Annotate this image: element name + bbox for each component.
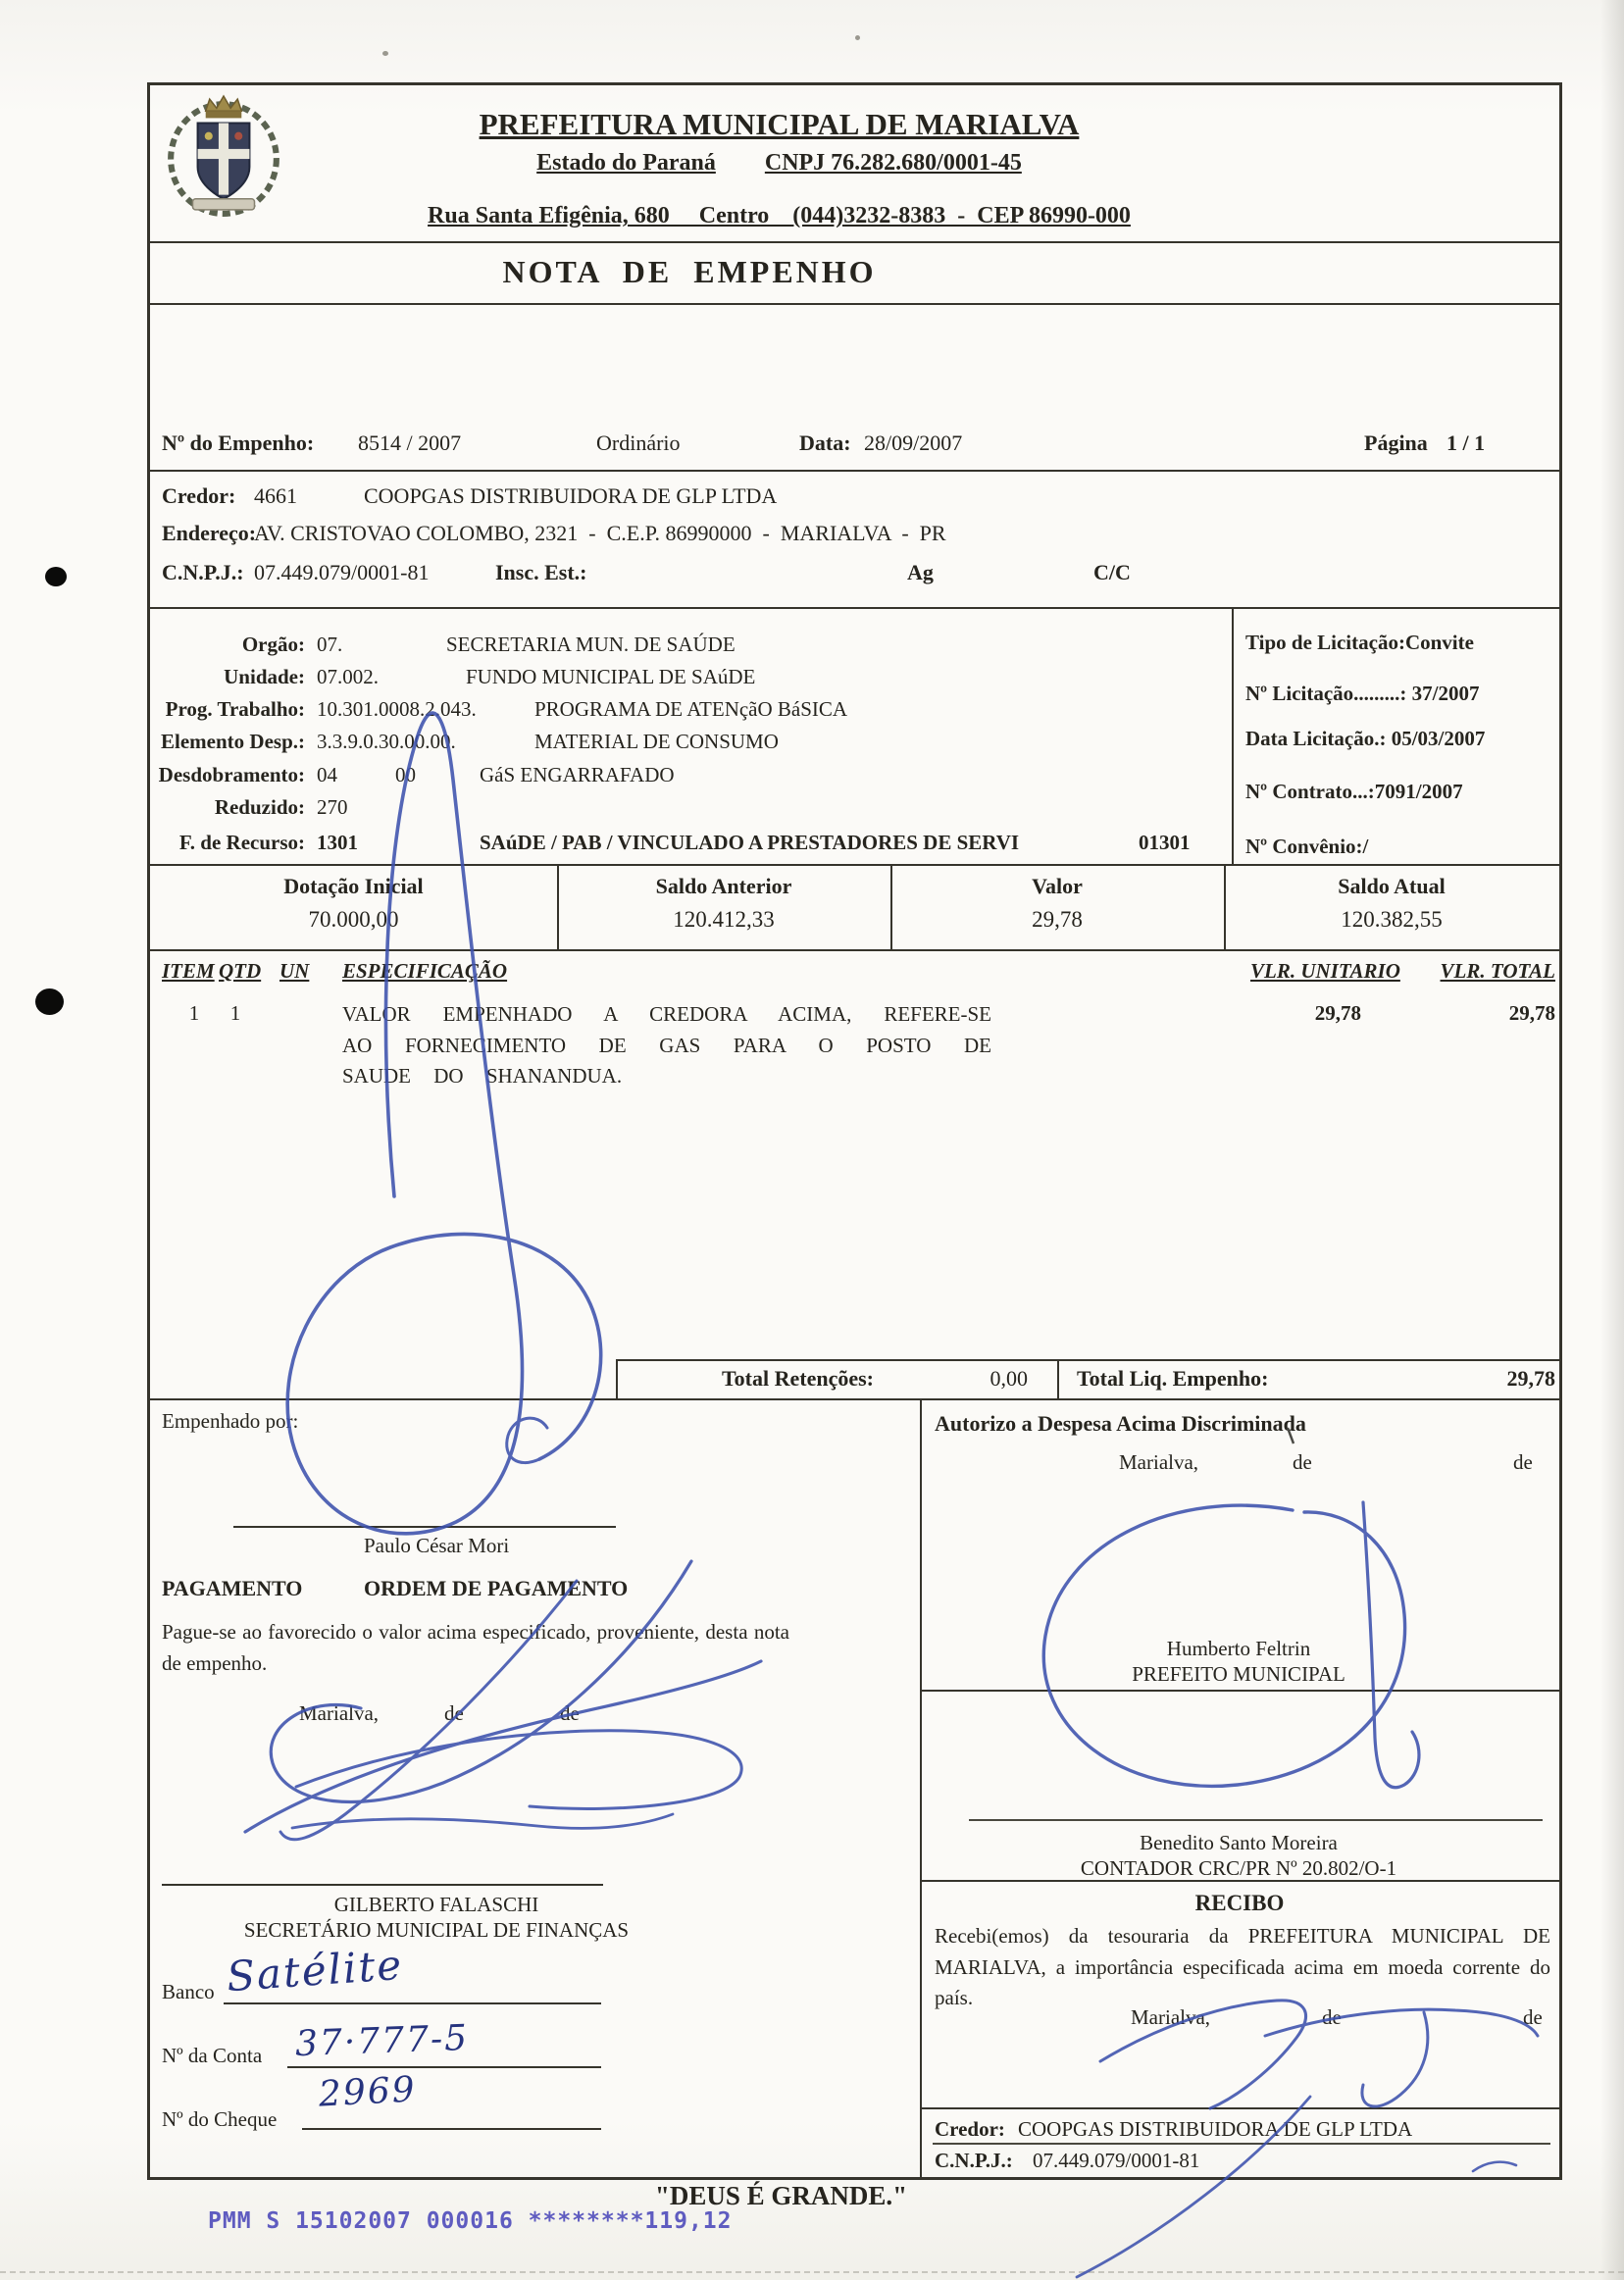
scan-bottom-edge (0, 2271, 1624, 2273)
contador-nome: Benedito Santo Moreira (1140, 1831, 1338, 1854)
autorizo-title: Autorizo a Despesa Acima Discriminada (935, 1411, 1306, 1436)
recibo-de1: de (1322, 2005, 1342, 2029)
desdobramento-label: Desdobramento: (158, 763, 305, 786)
item-qtd: 1 (229, 1001, 241, 1025)
valor-value: 29,78 (1032, 907, 1083, 932)
recibo-credor-value: COOPGAS DISTRIBUIDORA DE GLP LTDA (1018, 2117, 1413, 2141)
col-item: ITEM (162, 959, 215, 983)
dotacao-inicial-value: 70.000,00 (308, 907, 399, 932)
reduzido-label: Reduzido: (214, 795, 305, 819)
col-un: UN (279, 959, 310, 983)
total-liquido-value: 29,78 (1506, 1366, 1555, 1391)
saldo-atual-value: 120.382,55 (1341, 907, 1443, 932)
doc-title: NOTA DE EMPENHO (502, 254, 877, 289)
conta-handwritten-value: 37·777-5 (294, 2017, 470, 2065)
pagamento-title: PAGAMENTO (162, 1576, 303, 1600)
item-vlr-unitario: 29,78 (1314, 1001, 1361, 1025)
recibo-de2: de (1523, 2005, 1543, 2029)
empenhado-por-label: Empenhado por: (162, 1409, 299, 1433)
recurso-desc: SAúDE / PAB / VINCULADO A PRESTADORES DE SERVI (480, 831, 1020, 854)
secretario-nome: GILBERTO FALASCHI (333, 1893, 539, 1916)
motto-text: "DEUS É GRANDE." (654, 2181, 908, 2210)
recibo-cnpj-value: 07.449.079/0001-81 (1033, 2149, 1200, 2172)
date-label: Data: (799, 431, 851, 455)
orgao-label: Orgão: (241, 633, 305, 656)
recibo-credor-label: Credor: (935, 2117, 1005, 2141)
desdobramento-code: 04 (317, 763, 337, 786)
prefeitura-title: PREFEITURA MUNICIPAL DE MARIALVA (479, 107, 1080, 141)
item-number: 1 (188, 1001, 200, 1025)
recibo-cnpj-label: C.N.P.J.: (935, 2149, 1013, 2172)
prog-trabalho-code: 10.301.0008.2.043. (317, 697, 477, 721)
licitacao-tipo: Tipo de Licitação:Convite (1245, 631, 1474, 654)
desdobramento-desc: GáS ENGARRAFADO (480, 763, 675, 786)
autorizo-cidade: Marialva, (1119, 1450, 1199, 1474)
hole-punch-mark (45, 567, 67, 586)
saldo-anterior-label: Saldo Anterior (655, 874, 792, 898)
estado-line: Estado do Paraná (536, 150, 716, 176)
pagamento-de1: de (444, 1701, 464, 1725)
endereco-label: Endereço: (162, 521, 257, 545)
secretario-cargo: SECRETÁRIO MUNICIPAL DE FINANÇAS (243, 1918, 630, 1942)
dotacao-inicial-label: Dotação Inicial (283, 874, 424, 898)
elemento-label: Elemento Desp.: (161, 730, 305, 753)
dot-matrix-print-line: PMM S 15102007 000016 ********119,12 (208, 2208, 733, 2234)
insc-est-label: Insc. Est.: (495, 560, 587, 584)
nota-de-empenho-form (147, 82, 1562, 2180)
orgao-code: 07. (317, 633, 343, 656)
saldo-atual-label: Saldo Atual (1338, 874, 1446, 898)
unidade-label: Unidade: (224, 665, 305, 688)
elemento-code: 3.3.9.0.30.00.00. (317, 730, 456, 753)
recurso-label: F. de Recurso: (178, 831, 305, 854)
item-especificacao: VALOR EMPENHADO A CREDORA ACIMA, REFERE-SE AO FORNECIMENTO DE GAS PARA O POSTO DE SAUDE DO SHANANDUA. (342, 1002, 991, 1088)
valor-label: Valor (1032, 874, 1083, 898)
cheque-handwritten-value: 2969 (317, 2069, 418, 2115)
prefeito-cargo: PREFEITO MUNICIPAL (1132, 1662, 1345, 1686)
pagamento-de2: de (560, 1701, 580, 1725)
col-qtd: QTD (219, 959, 262, 983)
page-value: 1 / 1 (1446, 431, 1486, 455)
banco-handwritten-value: Satélite (225, 1940, 405, 2001)
col-especificacao: ESPECIFICAÇÃO (342, 959, 508, 983)
cc-label: C/C (1093, 560, 1131, 584)
empenho-number: 8514 / 2007 (358, 431, 462, 455)
hole-punch-mark (35, 988, 64, 1015)
banco-label: Banco (162, 1980, 215, 2003)
licitacao-convenio: Nº Convênio:/ (1245, 835, 1369, 858)
ordem-pagamento-title: ORDEM DE PAGAMENTO (364, 1576, 629, 1600)
saldo-anterior-value: 120.412,33 (673, 907, 775, 932)
recurso-code2: 01301 (1139, 831, 1191, 854)
empenho-label: Nº do Empenho: (162, 431, 315, 455)
cheque-label: Nº do Cheque (162, 2107, 278, 2131)
col-vlr-total: VLR. TOTAL (1440, 959, 1555, 983)
unidade-code: 07.002. (317, 665, 379, 688)
credor-cnpj-label: C.N.P.J.: (162, 560, 244, 584)
recibo-cidade: Marialva, (1131, 2005, 1211, 2029)
credor-name: COOPGAS DISTRIBUIDORA DE GLP LTDA (364, 483, 778, 508)
total-liquido-label: Total Liq. Empenho: (1077, 1366, 1269, 1391)
scan-speck (855, 35, 860, 40)
prefeito-nome: Humberto Feltrin (1166, 1637, 1311, 1660)
ag-label: Ag (907, 560, 934, 584)
prog-trabalho-desc: PROGRAMA DE ATENçãO BáSICA (534, 697, 848, 721)
recurso-code: 1301 (317, 831, 358, 854)
credor-label: Credor: (162, 483, 236, 508)
elemento-desc: MATERIAL DE CONSUMO (534, 730, 779, 753)
address-line: Rua Santa Efigênia, 680 Centro (044)3232-8383 - CEP 86990-000 (428, 203, 1131, 228)
total-retencoes-label: Total Retenções: (722, 1366, 874, 1391)
scan-edge-shadow (1600, 0, 1624, 2280)
form-header (150, 85, 1559, 241)
orgao-desc: SECRETARIA MUN. DE SAÚDE (446, 633, 736, 656)
col-vlr-unitario: VLR. UNITARIO (1250, 959, 1400, 983)
prog-trabalho-label: Prog. Trabalho: (165, 697, 305, 721)
recibo-text: Recebi(emos) da tesouraria da PREFEITURA MUNICIPAL DE MARIALVA, a importância especificada acima em moeda corrente do país. (935, 1924, 1550, 2009)
page-label: Página (1364, 431, 1428, 455)
reduzido-code: 270 (317, 795, 348, 819)
credor-code: 4661 (254, 483, 297, 508)
desdobramento-code2: 00 (395, 763, 416, 786)
empenho-type: Ordinário (596, 431, 681, 455)
item-vlr-total: 29,78 (1508, 1001, 1555, 1025)
doc-title-bar (150, 254, 1229, 290)
licitacao-data: Data Licitação.: 05/03/2007 (1245, 727, 1486, 750)
total-retencoes-value: 0,00 (990, 1366, 1028, 1391)
scan-speck (382, 51, 388, 56)
conta-label: Nº da Conta (162, 2044, 263, 2067)
date-value: 28/09/2007 (864, 431, 963, 455)
contador-cargo: CONTADOR CRC/PR Nº 20.802/O-1 (1080, 1856, 1397, 1880)
credor-cnpj-value: 07.449.079/0001-81 (254, 560, 430, 584)
pagamento-cidade: Marialva, (299, 1701, 380, 1725)
autorizo-de2: de (1513, 1450, 1533, 1474)
licitacao-contrato: Nº Contrato...:7091/2007 (1245, 780, 1463, 803)
endereco-value: AV. CRISTOVAO COLOMBO, 2321 - C.E.P. 86990000 - MARIALVA - PR (254, 521, 946, 545)
empenhado-por-nome: Paulo César Mori (364, 1534, 510, 1557)
pague-se-text: Pague-se ao favorecido o valor acima especificado, proveniente, desta nota de empenho. (162, 1620, 789, 1675)
autorizo-de1: de (1293, 1450, 1312, 1474)
licitacao-numero: Nº Licitação.........: 37/2007 (1245, 682, 1480, 705)
cnpj-line: CNPJ 76.282.680/0001-45 (764, 150, 1022, 176)
unidade-desc: FUNDO MUNICIPAL DE SAúDE (466, 665, 756, 688)
recibo-title: RECIBO (1194, 1891, 1285, 1915)
